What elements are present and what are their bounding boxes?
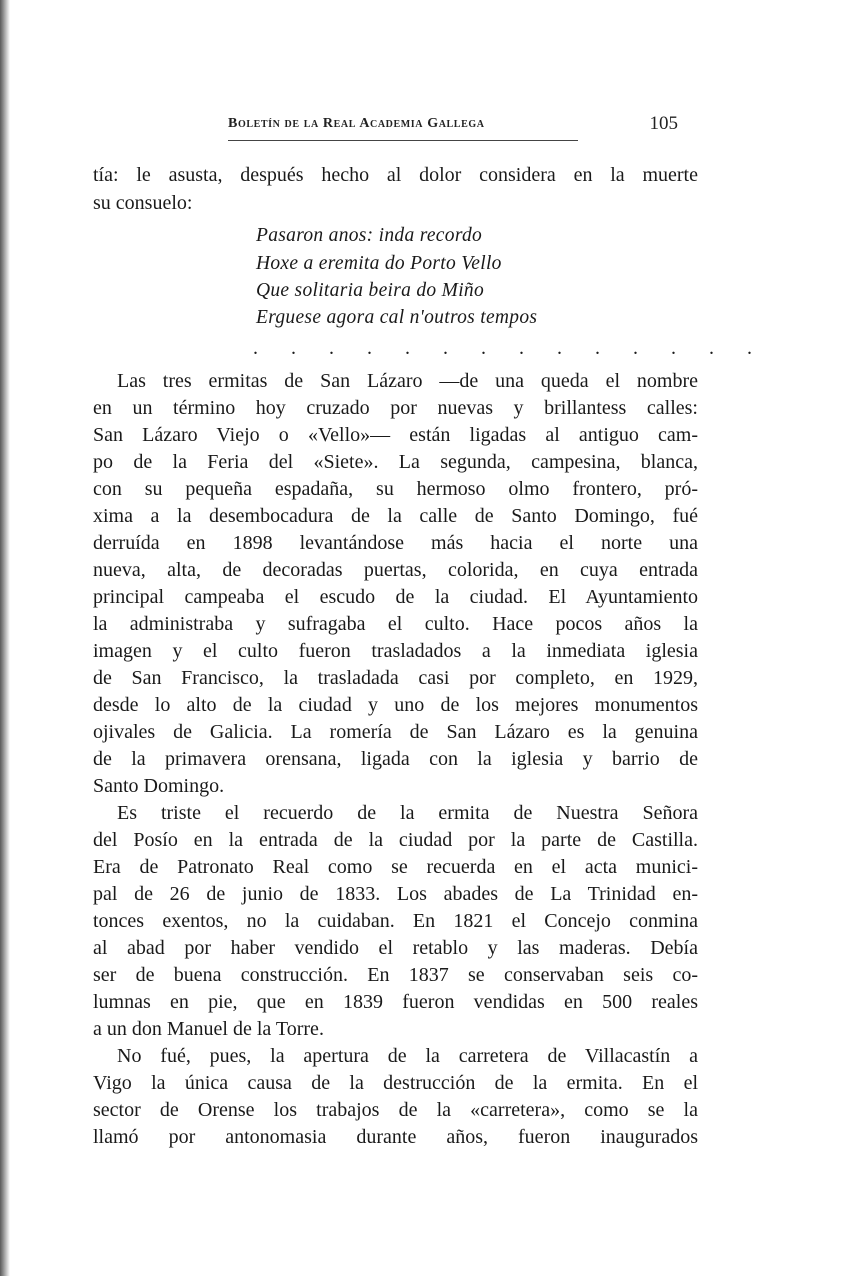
text-line: imagen y el culto fueron trasladados a la inmediata iglesia xyxy=(93,640,698,662)
text-line: ojivales de Galicia. La romería de San Lázaro es la genuina xyxy=(93,721,698,743)
text-line: sector de Orense los trabajos de la «carretera», como se la xyxy=(93,1099,698,1121)
text-line: pal de 26 de junio de 1833. Los abades de La Trinidad en- xyxy=(93,883,698,905)
text-line: ser de buena construcción. En 1837 se conservaban seis co- xyxy=(93,964,698,986)
page-number: 105 xyxy=(649,113,678,134)
text-line: principal campeaba el escudo de la ciudad. El Ayuntamiento xyxy=(93,586,698,608)
text-line: nueva, alta, de decoradas puertas, colorida, en cuya entrada xyxy=(93,559,698,581)
verse-line: Pasaron anos: inda recordo xyxy=(256,225,483,246)
text-line: llamó por antonomasia durante años, fueron inaugurados xyxy=(93,1126,698,1148)
text-line: po de la Feria del «Siete». La segunda, campesina, blanca, xyxy=(93,451,698,473)
running-header xyxy=(228,113,678,138)
verse-line: Hoxe a eremita do Porto Vello xyxy=(256,253,502,274)
page-edge-shadow xyxy=(0,0,10,1276)
verse-line: Erguese agora cal n'outros tempos xyxy=(256,307,538,328)
text-line: de San Francisco, la trasladada casi por completo, en 1929, xyxy=(93,667,698,689)
text-line: su consuelo: xyxy=(93,192,193,214)
text-line: Es triste el recuerdo de la ermita de Nuestra Señora xyxy=(117,802,698,824)
verse-ellipsis: . . . . . . . . . . . . . . xyxy=(253,337,766,359)
text-line: desde lo alto de la ciudad y uno de los mejores monumentos xyxy=(93,694,698,716)
text-line: del Posío en la entrada de la ciudad por la parte de Castilla. xyxy=(93,829,698,851)
text-line: derruída en 1898 levantándose más hacia el norte una xyxy=(93,532,698,554)
text-line: con su pequeña espadaña, su hermoso olmo frontero, pró- xyxy=(93,478,698,500)
text-line: tonces exentos, no la cuidaban. En 1821 el Concejo conmina xyxy=(93,910,698,932)
text-line: en un término hoy cruzado por nuevas y brillantess calles: xyxy=(93,397,698,419)
text-line: la administraba y sufragaba el culto. Hace pocos años la xyxy=(93,613,698,635)
text-line: xima a la desembocadura de la calle de Santo Domingo, fué xyxy=(93,505,698,527)
text-line: Vigo la única causa de la destrucción de la ermita. En el xyxy=(93,1072,698,1094)
text-line: lumnas en pie, que en 1839 fueron vendidas en 500 reales xyxy=(93,991,698,1013)
running-title: Boletín de la Real Academia Gallega xyxy=(228,116,485,131)
text-line: Era de Patronato Real como se recuerda en el acta munici- xyxy=(93,856,698,878)
header-rule xyxy=(228,140,578,141)
text-line: a un don Manuel de la Torre. xyxy=(93,1018,324,1040)
text-line: San Lázaro Viejo o «Vello»— están ligadas al antiguo cam- xyxy=(93,424,698,446)
text-line: al abad por haber vendido el retablo y las maderas. Debía xyxy=(93,937,698,959)
text-line: No fué, pues, la apertura de la carretera de Villacastín a xyxy=(117,1045,698,1067)
verse-line: Que solitaria beira do Miño xyxy=(256,280,485,301)
text-line: de la primavera orensana, ligada con la iglesia y barrio de xyxy=(93,748,698,770)
text-line: Santo Domingo. xyxy=(93,775,225,797)
text-line: Las tres ermitas de San Lázaro —de una queda el nombre xyxy=(117,370,698,392)
text-line: tía: le asusta, después hecho al dolor considera en la muerte xyxy=(93,164,698,186)
